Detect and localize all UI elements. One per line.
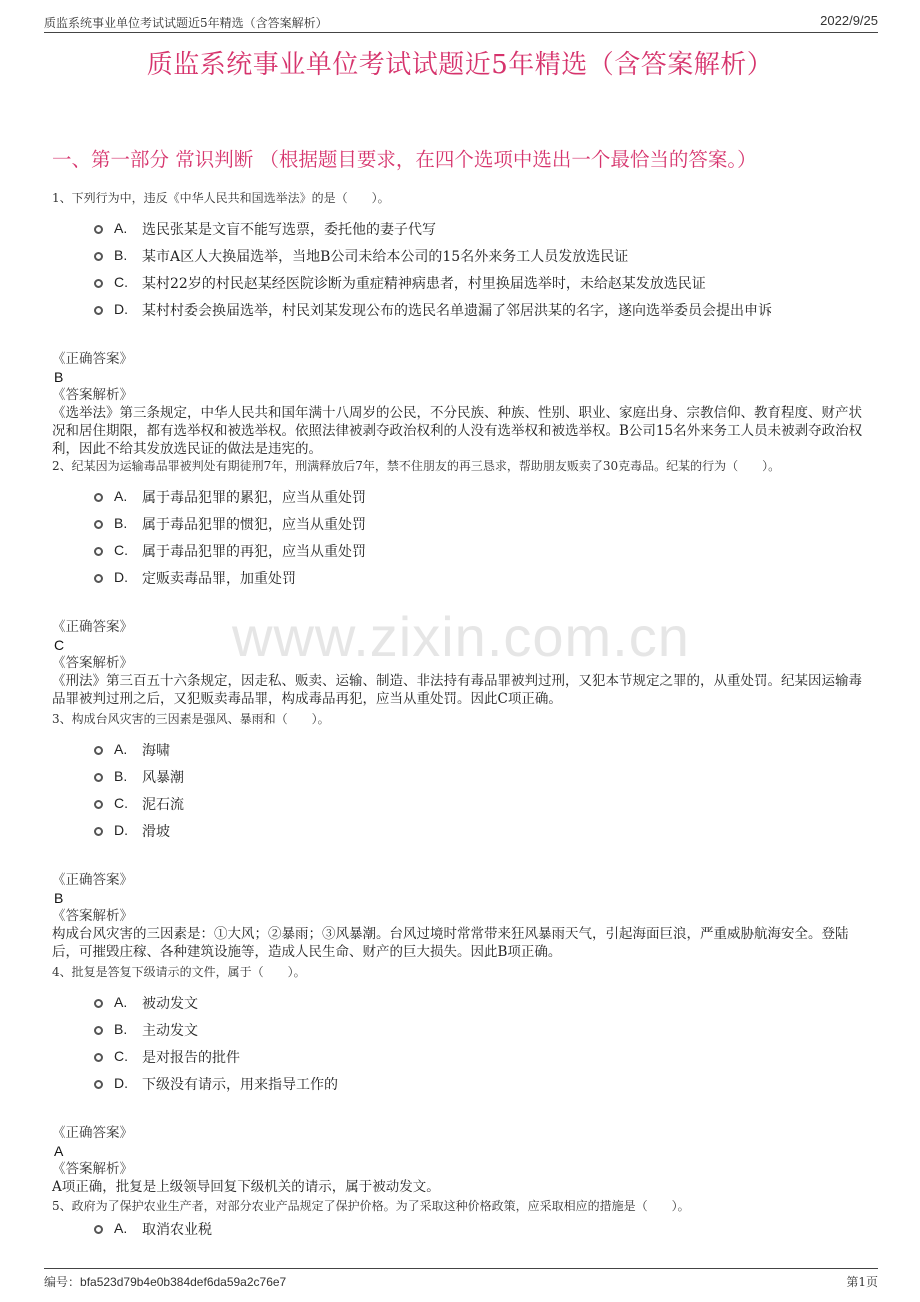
code-value: bfa523d79b4e0b384def6da59a2c76e7 (80, 1275, 287, 1289)
option-letter: A. (114, 488, 128, 504)
question-2 (52, 458, 864, 708)
option-c[interactable] (52, 540, 864, 567)
option-text: 滑坡 (142, 824, 170, 840)
option-letter: C. (114, 795, 128, 811)
option-text: 属于毒品犯罪的累犯，应当从重处罚 (142, 490, 366, 506)
option-letter: A. (114, 1220, 128, 1236)
watermark: www.zixin.com.cn (232, 605, 690, 668)
radio-icon[interactable] (94, 1225, 103, 1234)
radio-icon[interactable] (94, 800, 103, 809)
answer-value: B (54, 890, 64, 906)
option-c[interactable] (52, 793, 864, 820)
option-b[interactable] (52, 513, 864, 540)
explanation-text: 构成台风灾害的三因素是：①大风；②暴雨；③风暴潮。台风过境时常常带来狂风暴雨天气，引起海面巨浪，严重威胁航海安全。登陆后，可摧毁庄稼、各种建筑设施等，造成人民生命、财产的巨大损失。因此B项正确。 (52, 926, 849, 960)
radio-icon[interactable] (94, 827, 103, 836)
option-text: 属于毒品犯罪的再犯，应当从重处罚 (142, 544, 366, 560)
option-text: 某村22岁的村民赵某经医院诊断为重症精神病患者，村里换届选举时，未给赵某发放选民证 (142, 276, 706, 292)
option-d[interactable] (52, 567, 864, 594)
document-title: 质监系统事业单位考试试题近5年精选（含答案解析） (146, 50, 774, 80)
option-text: 海啸 (142, 743, 170, 759)
explanation-label: 《答案解析》 (52, 387, 133, 403)
option-letter: D. (114, 822, 128, 838)
document-code (44, 1273, 286, 1290)
explanation-text: 《刑法》第三百五十六条规定，因走私、贩卖、运输、制造、非法持有毒品罪被判过刑，又犯本节规定之罪的，从重处罚。纪某因运输毒品罪被判过刑之后，又犯贩卖毒品罪，构成毒品再犯，应当从重处罚。因此C项正确。 (52, 673, 862, 707)
option-text: 某村村委会换届选举，村民刘某发现公布的选民名单遗漏了邻居洪某的名字，遂向选举委员会提出申诉 (142, 303, 772, 319)
option-d[interactable] (52, 299, 864, 326)
header-doc-title: 质监系统事业单位考试试题近5年精选（含答案解析） (44, 16, 328, 30)
radio-icon[interactable] (94, 547, 103, 556)
answer-value: B (54, 369, 64, 385)
answer-label: 《正确答案》 (52, 351, 133, 367)
option-a[interactable] (52, 739, 864, 766)
page-header (44, 12, 878, 33)
answer-label: 《正确答案》 (52, 872, 133, 888)
question-stem: 1、下列行为中，违反《中华人民共和国选举法》的是（ ）。 (52, 191, 390, 205)
radio-icon[interactable] (94, 493, 103, 502)
header-date: 2022/9/25 (820, 13, 878, 28)
option-letter: D. (114, 1075, 128, 1091)
code-label: 编号： (44, 1275, 81, 1289)
radio-icon[interactable] (94, 773, 103, 782)
question-stem: 2、纪某因为运输毒品罪被判处有期徒刑7年，刑满释放后7年，禁不住朋友的再三恳求，帮助朋友贩卖了30克毒品。纪某的行为（ ）。 (52, 459, 781, 473)
option-d[interactable] (52, 820, 864, 847)
radio-icon[interactable] (94, 306, 103, 315)
option-letter: A. (114, 741, 128, 757)
option-letter: C. (114, 274, 128, 290)
option-letter: C. (114, 542, 128, 558)
option-b[interactable] (52, 1019, 864, 1046)
option-letter: B. (114, 1021, 128, 1037)
answer-label: 《正确答案》 (52, 1125, 133, 1141)
option-text: 下级没有请示，用来指导工作的 (142, 1077, 338, 1093)
option-text: 取消农业税 (142, 1222, 212, 1238)
option-text: 某市A区人大换届选举，当地B公司未给本公司的15名外来务工人员发放选民证 (142, 249, 629, 265)
option-letter: B. (114, 515, 128, 531)
explanation-label: 《答案解析》 (52, 1161, 133, 1177)
question-stem: 5、政府为了保护农业生产者，对部分农业产品规定了保护价格。为了采取这种价格政策，应采取相应的措施是（ ）。 (52, 1199, 690, 1213)
radio-icon[interactable] (94, 746, 103, 755)
option-text: 风暴潮 (142, 770, 184, 786)
radio-icon[interactable] (94, 574, 103, 583)
section-heading: 一、第一部分 常识判断 （根据题目要求，在四个选项中选出一个最恰当的答案。） (52, 148, 757, 171)
answer-value: C (54, 637, 65, 653)
option-b[interactable] (52, 245, 864, 272)
option-b[interactable] (52, 766, 864, 793)
option-letter: A. (114, 994, 128, 1010)
option-letter: D. (114, 301, 128, 317)
question-stem: 3、构成台风灾害的三因素是强风、暴雨和（ ）。 (52, 712, 330, 726)
option-text: 选民张某是文盲不能写选票，委托他的妻子代写 (142, 222, 436, 238)
explanation-label: 《答案解析》 (52, 655, 133, 671)
answer-label: 《正确答案》 (52, 619, 133, 635)
question-4 (52, 964, 864, 1196)
radio-icon[interactable] (94, 1080, 103, 1089)
answer-value: A (54, 1143, 64, 1159)
explanation-text: 《选举法》第三条规定，中华人民共和国年满十八周岁的公民，不分民族、种族、性别、职业、家庭出身、宗教信仰、教育程度、财产状况和居住期限，都有选举权和被选举权。依照法律被剥夺政治权利的人没有选举权和被选举权。B公司15名外来务工人员未被剥夺政治权利，因此不给其发放选民证的做法是违宪的。 (52, 405, 863, 457)
option-letter: B. (114, 247, 128, 263)
question-1 (52, 190, 864, 458)
radio-icon[interactable] (94, 252, 103, 261)
option-a[interactable] (52, 1218, 864, 1245)
option-text: 是对报告的批件 (142, 1050, 240, 1066)
question-5 (52, 1198, 864, 1245)
radio-icon[interactable] (94, 1026, 103, 1035)
option-text: 被动发文 (142, 996, 198, 1012)
option-letter: C. (114, 1048, 128, 1064)
option-a[interactable] (52, 486, 864, 513)
radio-icon[interactable] (94, 1053, 103, 1062)
radio-icon[interactable] (94, 225, 103, 234)
option-text: 属于毒品犯罪的惯犯，应当从重处罚 (142, 517, 366, 533)
option-text: 泥石流 (142, 797, 184, 813)
radio-icon[interactable] (94, 999, 103, 1008)
option-letter: B. (114, 768, 128, 784)
option-text: 定贩卖毒品罪，加重处罚 (142, 571, 296, 587)
option-letter: D. (114, 569, 128, 585)
option-a[interactable] (52, 218, 864, 245)
explanation-text: A项正确，批复是上级领导回复下级机关的请示，属于被动发文。 (52, 1179, 440, 1195)
option-a[interactable] (52, 992, 864, 1019)
option-c[interactable] (52, 272, 864, 299)
explanation-label: 《答案解析》 (52, 908, 133, 924)
option-d[interactable] (52, 1073, 864, 1100)
question-3 (52, 711, 864, 961)
question-stem: 4、批复是答复下级请示的文件，属于（ ）。 (52, 965, 306, 979)
option-text: 主动发文 (142, 1023, 198, 1039)
page-number: 第1页 (846, 1275, 878, 1289)
page-footer (44, 1268, 878, 1293)
radio-icon[interactable] (94, 279, 103, 288)
option-letter: A. (114, 220, 128, 236)
radio-icon[interactable] (94, 520, 103, 529)
option-c[interactable] (52, 1046, 864, 1073)
